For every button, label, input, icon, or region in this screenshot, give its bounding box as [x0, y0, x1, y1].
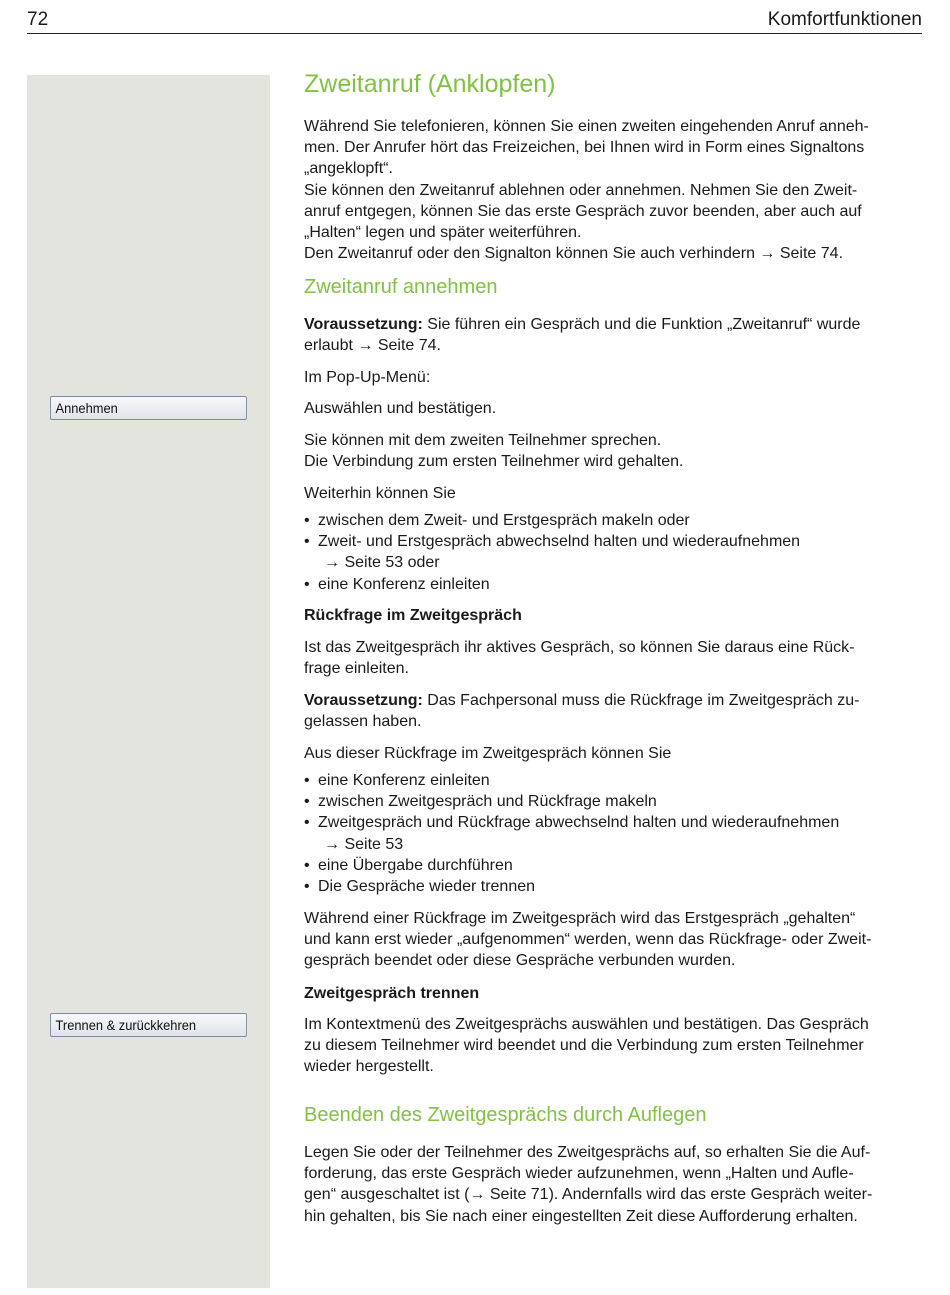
main-heading: Zweitanruf (Anklopfen) [304, 70, 556, 98]
section-heading-hangup: Beenden des Zweitgesprächs durch Auflegen [304, 1104, 707, 1126]
text-line: forderung, das erste Gespräch wieder aufzunehmen, wenn „Halten und Aufle- [304, 1165, 854, 1183]
text-line: Während Sie telefonieren, können Sie einen zweiten eingehenden Anruf anneh- [304, 118, 869, 135]
list-item [304, 531, 924, 573]
furthermore-text: Weiterhin können Sie [304, 485, 456, 502]
accept-softkey[interactable]: Annehmen [50, 396, 247, 420]
text-line: Die Verbindung zum ersten Teilnehmer wird gehalten. [304, 453, 684, 471]
text-line: „Halten“ legen und später weiterführen. [304, 224, 582, 242]
list-item: • eine Konferenz einleiten [304, 574, 924, 595]
list-item-text: • Zweit- und Erstgespräch abwechselnd halten und wiederaufnehmen [318, 533, 801, 551]
text-line: frage einleiten. [304, 660, 409, 678]
text-line: erlaubt → Seite 74. [304, 337, 441, 355]
text-line: und kann erst wieder „aufgenommen“ werden, wenn das Rückfrage- oder Zweit- [304, 931, 872, 949]
section-heading-accept: Zweitanruf annehmen [304, 276, 498, 298]
text-line: men. Der Anrufer hört das Freizeichen, bei Ihnen wird in Form eines Signaltons [304, 139, 865, 157]
text-line [304, 690, 924, 711]
accept-options-list [304, 510, 924, 595]
list-item: • eine Übergabe durchführen [304, 855, 924, 876]
text-line: wieder hergestellt. [304, 1058, 434, 1076]
consultation-options-list [304, 770, 924, 897]
text-line: Während einer Rückfrage im Zweitgespräch wird das Erstgespräch „gehalten“ [304, 910, 856, 927]
text-line: gelassen haben. [304, 713, 422, 731]
chapter-title: Komfortfunktionen [767, 9, 922, 30]
page-reference: → Seite 53 [324, 835, 404, 853]
prerequisite-label: Voraussetzung: [304, 316, 423, 333]
text-line: Im Kontextmenü des Zweitgesprächs auswählen und bestätigen. Das Gespräch [304, 1016, 869, 1033]
consultation-note [304, 908, 924, 972]
prerequisite-label: Voraussetzung: [304, 692, 423, 709]
text-line: Sie können den Zweitanruf ablehnen oder annehmen. Nehmen Sie den Zweit- [304, 181, 858, 199]
disconnect-paragraph [304, 1014, 924, 1078]
list-item: • eine Konferenz einleiten [304, 770, 924, 791]
prerequisite-paragraph [304, 314, 924, 356]
list-item: • zwischen Zweitgespräch und Rückfrage makeln [304, 791, 924, 812]
text-line: zu diesem Teilnehmer wird beendet und die Verbindung zum ersten Teilnehmer [304, 1037, 864, 1055]
popup-menu-text: Im Pop-Up-Menü: [304, 369, 431, 386]
intro-paragraph [304, 116, 924, 264]
text-line [304, 314, 924, 335]
list-item [304, 812, 924, 854]
page-header [27, 6, 922, 34]
text-line: Den Zweitanruf oder den Signalton können Sie auch verhindern → Seite 74. [304, 245, 844, 263]
text-line: Ist das Zweitgespräch ihr aktives Gespräch, so können Sie daraus eine Rück- [304, 639, 855, 656]
text-line: anruf entgegen, können Sie das erste Gespräch zuvor beenden, aber auch auf [304, 202, 862, 220]
consultation-heading: Rückfrage im Zweitgespräch [304, 607, 522, 624]
list-item-text: • Zweitgespräch und Rückfrage abwechselnd halten und wiederaufnehmen [318, 814, 840, 832]
text-line: gespräch beendet oder diese Gespräche verbunden wurden. [304, 952, 736, 970]
select-confirm-text: Auswählen und bestätigen. [304, 400, 497, 417]
page-reference: → Seite 53 oder [324, 554, 440, 572]
prerequisite-text: Das Fachpersonal muss die Rückfrage im Zweitgespräch zu- [422, 692, 860, 709]
text-line: gen“ ausgeschaltet ist (→ Seite 71). Andernfalls wird das erste Gespräch weiter- [304, 1186, 873, 1204]
hangup-paragraph [304, 1142, 924, 1227]
list-item: • Die Gespräche wieder trennen [304, 876, 924, 897]
disconnect-heading: Zweitgespräch trennen [304, 985, 480, 1002]
consultation-list-intro: Aus dieser Rückfrage im Zweitgespräch können Sie [304, 745, 672, 762]
list-item: • zwischen dem Zweit- und Erstgespräch makeln oder [304, 510, 924, 531]
text-line: „angeklopft“. [304, 160, 393, 178]
text-line: Legen Sie oder der Teilnehmer des Zweitgesprächs auf, so erhalten Sie die Auf- [304, 1144, 871, 1161]
sidebar [27, 75, 270, 1288]
text-line: hin gehalten, bis Sie nach einer eingestellten Zeit diese Aufforderung erhalten. [304, 1207, 858, 1225]
text-line: Sie können mit dem zweiten Teilnehmer sprechen. [304, 432, 662, 449]
consultation-paragraph [304, 637, 924, 679]
page-number: 72 [27, 9, 49, 30]
talk-paragraph [304, 430, 924, 472]
disconnect-return-softkey[interactable]: Trennen & zurückkehren [50, 1013, 247, 1037]
prerequisite-text: Sie führen ein Gespräch und die Funktion „Zweitanruf“ wurde [422, 316, 861, 333]
consultation-prerequisite [304, 690, 924, 732]
